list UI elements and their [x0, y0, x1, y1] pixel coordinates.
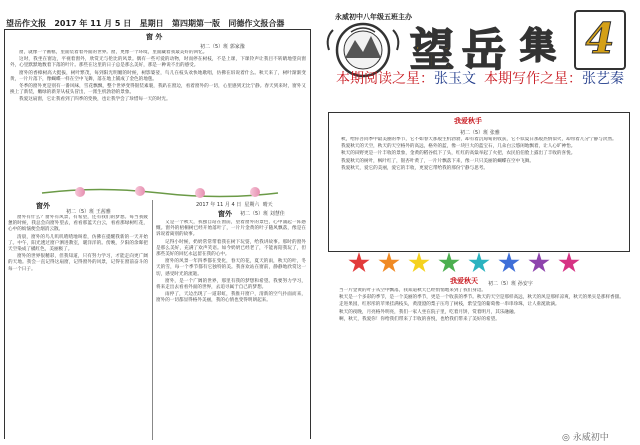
masthead-char-2: 岳 [462, 25, 506, 76]
article5-paragraph: 走进果园，红彤彤的苹果挂满枝头，黄澄澄的梨子压弯了树枝，紫莹莹的葡萄像一串串珍珠，让人垂涎欲滴。 [339, 302, 560, 308]
article1-paragraph: 我爱这扇窗，它让我看到了四季的变换，也让我学会了珍惜每一天的时光。 [19, 97, 171, 103]
article4-paragraph: 我爱秋天的天空，秋天的天空格外的高远，格外的蓝，像一块巨大的蓝宝石，几朵白云悠闲地飘着，让人心旷神怡。 [341, 144, 576, 150]
article1-body [10, 50, 306, 182]
article4-paragraph: 我爱秋天的树叶，枫叶红了，银杏叶黄了，一片片飘落下来，像一只只美丽的蝴蝶在空中飞舞。 [341, 158, 534, 164]
reading-star-name: 张玉文 [434, 71, 476, 87]
reading-star [336, 68, 476, 88]
rose-divider-icon [40, 184, 280, 200]
paper-weekday: 星期日 [139, 19, 164, 28]
writing-star-label: 本期写作之星： [484, 71, 582, 87]
article2-title: 窗外 [36, 202, 50, 210]
paper-name: 望岳作文报 [6, 19, 46, 28]
article3-paragraph: 窗外，是一个广阔的世界，那里有我的梦想和希望。我要努力学习，将来走出去看看外面的世界，去追寻属于自己的梦想。 [156, 278, 306, 291]
paper-issue: 第四期第一版 [171, 19, 220, 28]
article4-paragraph: 秋，给你吾同季中最美丽的季节，它不如春天那般生机勃勃，却有着沉甸甸的收获，它不似夏日那般热情似火，却带着几分宁静与淡然。 [341, 137, 617, 142]
article2-class: 初二（5）班 [66, 209, 95, 215]
article3-author: 刘慧佳 [269, 211, 285, 217]
article1-author: 郭家豫 [229, 44, 245, 50]
star-icon [558, 252, 580, 274]
article5-byline [488, 280, 533, 287]
article2-author: 王茜雅 [95, 209, 111, 215]
paper-date: 2017 年 11 月 5 日 [54, 19, 132, 28]
watermark-text: 永威初中 [572, 433, 609, 443]
article3-date: 2017 年 11 月 4 日 [196, 202, 242, 208]
issue-number: 4 [585, 14, 615, 63]
article3-dateline [196, 201, 273, 208]
article4-paragraph: 我爱秋天，爱它的美丽，爱它的丰收，更爱它带给我的那份宁静与思考。 [341, 165, 489, 171]
article4-paragraph: 秋天的田野更是一片丰收的景象，金黄的稻谷低下了头，红红的高粱举起了火把，农民伯伯脸上露出了丰收的喜悦。 [341, 151, 576, 157]
article4-title: 我爱秋手 [454, 117, 482, 125]
article3-title: 窗外 [218, 210, 232, 218]
article1-title: 窗 外 [146, 33, 163, 41]
article3-paragraph: 又是一个秋天，我独自站在窗前，望着窗外的景色，心中涌起一阵感慨。窗外的梧桐树已经开始落叶了，一片片金黄的叶子随风飘落，像是在诉说着离别的故事。 [156, 220, 306, 238]
writing-star [484, 68, 624, 88]
star-icon [348, 252, 370, 274]
article3-body [156, 220, 306, 440]
article4-body [332, 137, 624, 247]
article3-paragraph: 记得小时候，奶奶常常带着我在树下玩耍，给我讲故事。那时的窗外是那么美好，充满了欢声笑语。如今奶奶已经老了，不能再陪我玩了，但那些美好的回忆永远留在我的心中。 [156, 239, 306, 258]
article2-paragraph: 窗外的世界很精彩，但我知道，只有努力学习，才能走向更广阔的天地。我会一直记得这扇窗，记得窗外的风景，记得在窗前奋斗的每一个日子。 [8, 254, 148, 272]
writing-star-name: 张艺秦 [582, 71, 624, 87]
star-icon [438, 252, 460, 274]
star-icon [528, 252, 550, 274]
article5-author: 孙安宇 [517, 281, 533, 287]
left-header [6, 18, 284, 29]
article3-paragraph: 窗外的风景一年四季都在变化，春天的花，夏天的雨，秋天的叶，冬天的雪，每一个季节都有它独特的美。我喜欢站在窗前，静静地欣赏这一切，感受时光的流逝。 [156, 259, 306, 277]
left-border [4, 29, 5, 439]
reading-star-label: 本期阅读之星： [336, 71, 434, 87]
article1-paragraph: 窗，就像一个画框，里面装着着外面的世界。窗，更像一个环境，里面藏着我最美好的回忆。 [19, 50, 208, 55]
article3-byline [240, 210, 285, 217]
article1-paragraph: 窗外的香樟树高大挺拔，树叶繁茂，每到阳光明媚的时候，树影婆娑，鸟儿在枝头欢快地歌唱，仿佛在诉说着什么。秋天来了，树叶渐渐变黄，一片片落下，像蝴蝶一样在空中飞舞，落在地上铺成了金色的地毯。 [10, 70, 306, 82]
watermark [560, 430, 611, 443]
article2-byline [66, 208, 111, 215]
article1-class: 初二（5）班 [200, 44, 229, 50]
issue-number-box [574, 10, 626, 70]
article4-byline [460, 129, 500, 136]
article3-weather: 晴天 [262, 202, 273, 208]
article2-body [8, 215, 148, 440]
center-divider [310, 29, 311, 439]
article3-paragraph: 雨停了，天边出现了一道彩虹，我推开窗户，清新的空气扑面而来，窗外的一切都显得格外美丽，我的心情也变得明朗起来。 [156, 292, 306, 304]
star-icon [468, 252, 490, 274]
star-icon [408, 252, 430, 274]
star-icon [498, 252, 520, 274]
article3-class: 初二（5）班 [240, 211, 269, 217]
left-column-divider [152, 200, 153, 440]
article4-class: 初二（5）班 [460, 130, 489, 136]
paper-editor: 同德作文报合器 [228, 19, 285, 28]
article5-paragraph: 当一片金黄的叶子从空中飘落，我知道秋天已经悄悄地来到了我们身边。 [339, 288, 487, 293]
article5-body [330, 288, 628, 436]
article4-author: 张雅 [489, 130, 500, 136]
masthead-char-3: 集 [520, 25, 557, 67]
article5-paragraph: 秋天是一个多彩的季节，是一个美丽的季节，更是一个收获的季节。秋天的天空是那样高远，秋天的风是那样凉爽，秋天的果实是那样香甜。 [339, 295, 624, 301]
left-header-rule [4, 29, 310, 30]
article3-weekday: 星期六 [244, 202, 260, 208]
article5-title: 我爱秋天 [450, 277, 478, 285]
article2-paragraph: 窗外有什么？窗外有风景，有希望，还有我们的梦想。每当我疲惫的时候，我总会向窗外望去，看看那蓝天白云，看看那绿树红花，心中的烦恼便会烟消云散。 [8, 215, 148, 233]
article1-paragraph: 这时，我坐在窗边，平视着窗外，欣赏无与伦比的风景。偶有一些可爱的动物，时而停在树枝，不是上课，下课铃声让我目不转睛地望向窗外，心里默默地数着下落的叶片。那些在这里的日子总是那么美好，那是一种说不出的感受。 [10, 57, 306, 69]
article5-paragraph: 啊，秋天，我爱你！你给我们带来了丰收的喜悦，也给我们带来了美好的希望。 [339, 316, 500, 322]
article2-paragraph: 清晨，窗外的鸟儿叽叽喳喳地叫着，仿佛在提醒我新的一天开始了。中午，阳光透过窗户洒进教室，暖洋洋的。傍晚，夕阳的余晖把天空染成了橘红色，美丽极了。 [8, 234, 148, 253]
wechat-icon: ◎ [562, 433, 570, 443]
masthead-char-1: 望 [410, 25, 454, 76]
article5-class: 初二（5）班 [488, 281, 517, 287]
article5-paragraph: 秋天的夜晚，月亮格外明亮，我们一家人坐在院子里，吃着月饼，赏着明月，其乐融融。 [339, 309, 519, 315]
article1-paragraph: 冬季的窗外更是别有一番风味，雪花飘飘，整个世界变得银装素裹，我趴在窗边，看着窗外的一切，心里感到无比宁静。春天到来时，窗外又换上了新装，嫩绿的新芽从枝头冒出，一派生机勃勃的景象。 [10, 84, 306, 96]
school-name: 永威初中八年级五班主办 [335, 13, 412, 21]
star-icon [378, 252, 400, 274]
article1-byline [200, 43, 245, 50]
